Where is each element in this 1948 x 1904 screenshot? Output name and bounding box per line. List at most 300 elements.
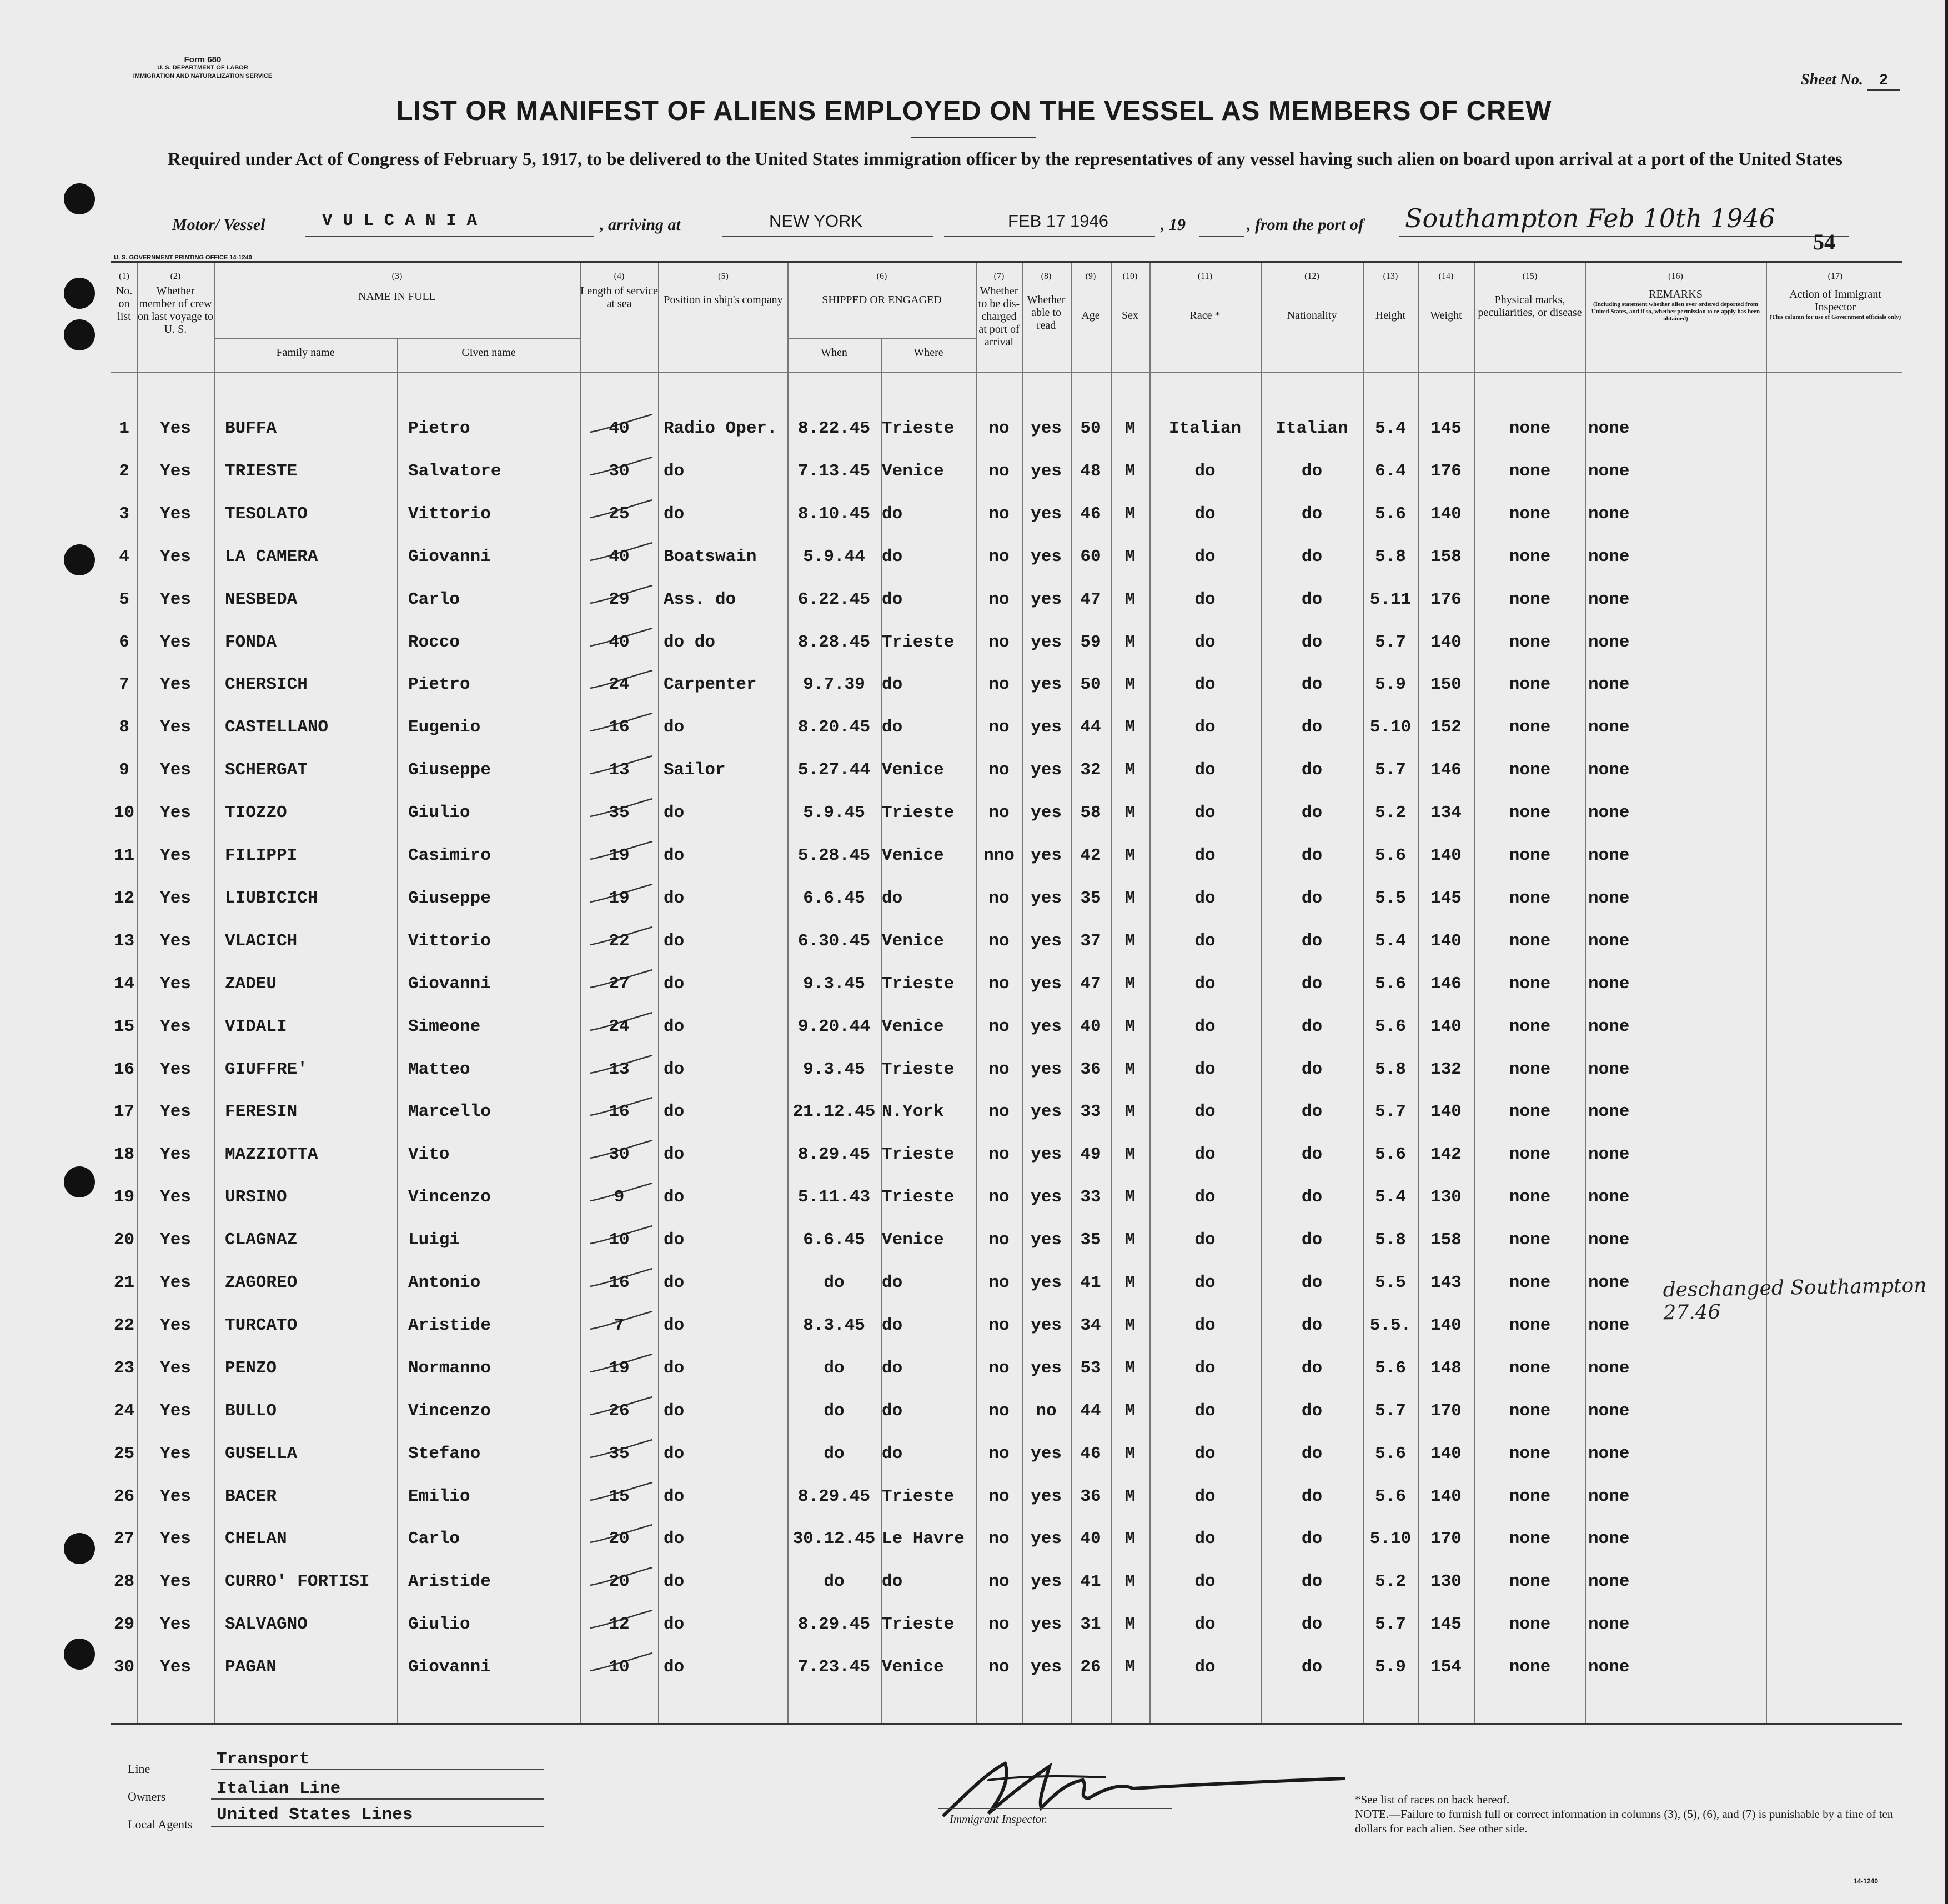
cell-nat: do: [1301, 888, 1323, 908]
cell-race: do: [1194, 803, 1216, 823]
cell-prev: Yes: [160, 1572, 191, 1592]
cell-height: 5.10: [1369, 1529, 1412, 1549]
cell-age: 40: [1080, 1529, 1101, 1549]
cell-given: Carlo: [408, 1529, 460, 1549]
cell-weight: 140: [1430, 1102, 1462, 1122]
cell-weight: 145: [1430, 1615, 1462, 1635]
cell-height: 5.8: [1375, 1230, 1406, 1250]
cell-given: Eugenio: [408, 718, 481, 738]
cell-family: GIUFFRE': [225, 1059, 308, 1079]
cell-no: 23: [113, 1358, 135, 1378]
cell-family: PAGAN: [225, 1657, 277, 1677]
cell-sex: M: [1124, 589, 1136, 609]
cell-sex: M: [1124, 760, 1136, 780]
cell-marks: none: [1509, 1102, 1551, 1122]
cell-marks: none: [1509, 675, 1551, 695]
table-row: [111, 1225, 1902, 1258]
cell-given: Vincenzo: [408, 1188, 491, 1207]
cell-disch: no: [988, 504, 1010, 524]
cell-nat: do: [1301, 974, 1323, 994]
cell-position: Boatswain: [664, 547, 757, 567]
cell-marks: none: [1509, 1315, 1551, 1335]
cell-when: do: [824, 1401, 845, 1421]
cell-position: do: [664, 1572, 685, 1592]
punch-hole: [64, 319, 95, 350]
cell-no: 4: [119, 547, 129, 567]
cell-weight: 146: [1430, 974, 1462, 994]
agents-label: Local Agents: [128, 1817, 193, 1831]
cell-where: Venice: [882, 1016, 944, 1036]
cell-prev: Yes: [160, 1273, 191, 1292]
cell-read: yes: [1031, 547, 1062, 567]
cell-height: 5.5: [1375, 1273, 1406, 1292]
page-subtitle: Required under Act of Congress of February 5, 1917, to be delivered to the United States immigration officer by the representatives of any vessel having such alien on board upon arrival at a port of the United States: [167, 149, 1843, 169]
cell-weight: 132: [1430, 1059, 1462, 1079]
cell-age: 31: [1080, 1615, 1101, 1635]
cell-prev: Yes: [160, 1358, 191, 1378]
cell-position: do: [664, 1273, 685, 1292]
cell-height: 5.11: [1369, 589, 1412, 609]
cell-family: VLACICH: [225, 931, 298, 951]
cell-prev: Yes: [160, 1230, 191, 1250]
cell-service: 19: [609, 846, 630, 865]
cell-nat: do: [1301, 1486, 1323, 1506]
cell-position: do: [664, 1444, 685, 1464]
cell-remarks: none: [1588, 1230, 1630, 1250]
cell-when: 6.6.45: [803, 1230, 865, 1250]
table-row: [111, 1652, 1902, 1685]
cell-marks: none: [1509, 1529, 1551, 1549]
cell-nat: do: [1301, 1273, 1323, 1292]
cell-prev: Yes: [160, 760, 191, 780]
cell-sex: M: [1124, 1358, 1136, 1378]
cell-position: Carpenter: [664, 675, 757, 695]
cell-given: Giovanni: [408, 547, 491, 567]
cell-position: do: [664, 1315, 685, 1335]
cell-position: do: [664, 1358, 685, 1378]
cell-remarks: none: [1588, 803, 1630, 823]
cell-race: do: [1194, 1145, 1216, 1165]
table-row: [111, 1310, 1902, 1344]
cell-no: 24: [113, 1401, 135, 1421]
cell-nat: do: [1301, 846, 1323, 865]
cell-when: 30.12.45: [792, 1529, 876, 1549]
cell-where: N.York: [882, 1102, 944, 1122]
col-header-nationality: (12) Nationality: [1287, 272, 1337, 322]
cell-when: 7.23.45: [797, 1657, 871, 1677]
cell-service: 16: [609, 1273, 630, 1292]
cell-position: do do: [664, 632, 716, 652]
cell-where: do: [882, 718, 903, 738]
cell-read: yes: [1031, 419, 1062, 438]
cell-prev: Yes: [160, 888, 191, 908]
cell-no: 28: [113, 1572, 135, 1592]
cell-race: do: [1194, 1444, 1216, 1464]
cell-given: Luigi: [408, 1230, 460, 1250]
cell-race: do: [1194, 1401, 1216, 1421]
cell-no: 25: [113, 1444, 135, 1464]
cell-disch: no: [988, 1102, 1010, 1122]
cell-disch: no: [988, 1016, 1010, 1036]
arriving-port: NEW YORK: [769, 211, 863, 231]
cell-where: do: [882, 1358, 903, 1378]
col-header-inspector: (17) Action of Immigrant Inspector (This column for use of Government officials only): [1769, 272, 1901, 320]
cell-nat: do: [1301, 1059, 1323, 1079]
cell-service: 30: [609, 461, 630, 481]
cell-height: 5.6: [1375, 1444, 1406, 1464]
cell-race: do: [1194, 1529, 1216, 1549]
cell-nat: do: [1301, 1615, 1323, 1635]
cell-read: yes: [1031, 1657, 1062, 1677]
cell-where: Trieste: [882, 1145, 955, 1165]
cell-disch: no: [988, 419, 1010, 438]
cell-family: LIUBICICH: [225, 888, 318, 908]
cell-age: 46: [1080, 1444, 1101, 1464]
cell-race: do: [1194, 632, 1216, 652]
cell-position: do: [664, 888, 685, 908]
cell-sex: M: [1124, 974, 1136, 994]
cell-given: Giovanni: [408, 974, 491, 994]
table-row: [111, 1096, 1902, 1130]
cell-read: yes: [1031, 504, 1062, 524]
cell-age: 41: [1080, 1273, 1101, 1292]
cell-height: 5.6: [1375, 1486, 1406, 1506]
cell-no: 27: [113, 1529, 135, 1549]
cell-prev: Yes: [160, 1102, 191, 1122]
cell-weight: 170: [1430, 1529, 1462, 1549]
table-row: [111, 712, 1902, 745]
cell-disch: no: [988, 1572, 1010, 1592]
cell-sex: M: [1124, 1401, 1136, 1421]
cell-height: 5.7: [1375, 1401, 1406, 1421]
cell-marks: none: [1509, 1145, 1551, 1165]
cell-service: 13: [609, 1059, 630, 1079]
cell-nat: do: [1301, 632, 1323, 652]
cell-no: 7: [119, 675, 129, 695]
cell-sex: M: [1124, 1529, 1136, 1549]
cell-race: do: [1194, 1273, 1216, 1292]
cell-disch: no: [988, 547, 1010, 567]
cell-weight: 130: [1430, 1188, 1462, 1207]
cell-sex: M: [1124, 547, 1136, 567]
cell-no: 3: [119, 504, 129, 524]
cell-sex: M: [1124, 1188, 1136, 1207]
cell-prev: Yes: [160, 632, 191, 652]
cell-remarks: none: [1588, 718, 1630, 738]
table-row: [111, 456, 1902, 489]
cell-when: do: [824, 1273, 845, 1292]
cell-family: TIOZZO: [225, 803, 287, 823]
cell-remarks: none: [1588, 1444, 1630, 1464]
cell-where: do: [882, 1401, 903, 1421]
col-header-weight: (14) Weight: [1430, 272, 1462, 322]
vessel-name: V U L C A N I A: [322, 211, 478, 231]
cell-prev: Yes: [160, 1188, 191, 1207]
cell-remarks: none: [1588, 974, 1630, 994]
cell-family: ZAGOREO: [225, 1273, 298, 1292]
cell-height: 5.10: [1369, 718, 1412, 738]
cell-height: 5.8: [1375, 1059, 1406, 1079]
cell-given: Simeone: [408, 1016, 481, 1036]
cell-remarks: none: [1588, 504, 1630, 524]
discharge-remark-handwritten: deschanged Southampton 27.46: [1663, 1274, 1927, 1325]
sheet-number-field: [1801, 71, 1900, 91]
cell-given: Matteo: [408, 1059, 470, 1079]
cell-marks: none: [1509, 931, 1551, 951]
cell-age: 35: [1080, 1230, 1101, 1250]
cell-position: do: [664, 1657, 685, 1677]
cell-service: 26: [609, 1401, 630, 1421]
cell-when: 5.9.45: [803, 803, 865, 823]
cell-weight: 150: [1430, 675, 1462, 695]
punch-hole: [64, 278, 95, 309]
cell-prev: Yes: [160, 974, 191, 994]
cell-height: 5.6: [1375, 1016, 1406, 1036]
cell-no: 1: [119, 419, 129, 438]
cell-prev: Yes: [160, 803, 191, 823]
form-identifier: [111, 56, 294, 81]
cell-weight: 176: [1430, 589, 1462, 609]
cell-service: 27: [609, 974, 630, 994]
cell-service: 7: [614, 1315, 625, 1335]
cell-prev: Yes: [160, 1145, 191, 1165]
cell-service: 19: [609, 1358, 630, 1378]
cell-given: Marcello: [408, 1102, 491, 1122]
cell-prev: Yes: [160, 547, 191, 567]
cell-weight: 140: [1430, 1486, 1462, 1506]
cell-service: 13: [609, 760, 630, 780]
cell-age: 26: [1080, 1657, 1101, 1677]
cell-no: 6: [119, 632, 129, 652]
cell-when: 9.7.39: [803, 675, 865, 695]
cell-prev: Yes: [160, 1486, 191, 1506]
col-header-where: Where: [913, 347, 943, 359]
cell-sex: M: [1124, 846, 1136, 865]
cell-weight: 154: [1430, 1657, 1462, 1677]
cell-prev: Yes: [160, 589, 191, 609]
table-row: [111, 883, 1902, 916]
cell-prev: Yes: [160, 718, 191, 738]
cell-marks: none: [1509, 760, 1551, 780]
cell-sex: M: [1124, 1230, 1136, 1250]
col-header-age: (9) Age: [1081, 272, 1100, 322]
cell-remarks: none: [1588, 931, 1630, 951]
cell-given: Vittorio: [408, 504, 491, 524]
cell-sex: M: [1124, 632, 1136, 652]
cell-family: TURCATO: [225, 1315, 298, 1335]
department: U. S. DEPARTMENT OF LABOR: [157, 64, 248, 71]
cell-read: yes: [1031, 1444, 1062, 1464]
cell-height: 5.7: [1375, 1615, 1406, 1635]
cell-weight: 140: [1430, 504, 1462, 524]
cell-family: SALVAGNO: [225, 1615, 308, 1635]
cell-age: 60: [1080, 547, 1101, 567]
table-row: [111, 1396, 1902, 1429]
cell-where: do: [882, 589, 903, 609]
cell-age: 49: [1080, 1145, 1101, 1165]
cell-service: 30: [609, 1145, 630, 1165]
cell-prev: Yes: [160, 1615, 191, 1635]
cell-weight: 142: [1430, 1145, 1462, 1165]
cell-marks: none: [1509, 1016, 1551, 1036]
col-header-physical-marks: (15) Physical marks, peculiarities, or disease: [1478, 272, 1582, 319]
cell-no: 11: [113, 846, 135, 865]
punch-hole: [64, 1533, 95, 1564]
cell-marks: none: [1509, 1615, 1551, 1635]
cell-race: do: [1194, 504, 1216, 524]
cell-race: do: [1194, 1358, 1216, 1378]
cell-weight: 140: [1430, 1016, 1462, 1036]
cell-family: URSINO: [225, 1188, 287, 1207]
cell-read: yes: [1031, 718, 1062, 738]
cell-service: 15: [609, 1486, 630, 1506]
from-port-handwritten: Southampton Feb 10th 1946: [1405, 203, 1775, 233]
table-row: [111, 669, 1902, 703]
cell-nat: do: [1301, 547, 1323, 567]
cell-service: 20: [609, 1572, 630, 1592]
table-row: [111, 499, 1902, 532]
cell-weight: 152: [1430, 718, 1462, 738]
cell-position: Sailor: [664, 760, 726, 780]
cell-marks: none: [1509, 1188, 1551, 1207]
cell-nat: do: [1301, 504, 1323, 524]
cell-no: 26: [113, 1486, 135, 1506]
cell-age: 50: [1080, 419, 1101, 438]
cell-no: 16: [113, 1059, 135, 1079]
cell-remarks: none: [1588, 1016, 1630, 1036]
cell-age: 50: [1080, 675, 1101, 695]
cell-no: 18: [113, 1145, 135, 1165]
cell-when: 6.6.45: [803, 888, 865, 908]
cell-family: FILIPPI: [225, 846, 298, 865]
printing-office: U. S. GOVERNMENT PRINTING OFFICE 14-1240: [114, 254, 252, 261]
cell-sex: M: [1124, 1444, 1136, 1464]
cell-age: 44: [1080, 1401, 1101, 1421]
cell-given: Giulio: [408, 803, 470, 823]
table-row: [111, 1353, 1902, 1386]
cell-read: yes: [1031, 675, 1062, 695]
cell-position: do: [664, 1145, 685, 1165]
cell-height: 5.8: [1375, 547, 1406, 567]
cell-given: Giovanni: [408, 1657, 491, 1677]
cell-read: yes: [1031, 1273, 1062, 1292]
cell-position: do: [664, 1486, 685, 1506]
col-header-shipped: (6) SHIPPED OR ENGAGED: [822, 272, 942, 306]
cell-read: yes: [1031, 846, 1062, 865]
cell-where: do: [882, 675, 903, 695]
cell-race: do: [1194, 888, 1216, 908]
cell-disch: no: [988, 718, 1010, 738]
cell-remarks: none: [1588, 1529, 1630, 1549]
inspector-signature: [922, 1750, 1355, 1822]
cell-weight: 170: [1430, 1401, 1462, 1421]
col-header-last-voyage: (2) Whether member of crew on last voyage to U. S.: [137, 272, 214, 335]
cell-family: MAZZIOTTA: [225, 1145, 318, 1165]
cell-where: Trieste: [882, 419, 955, 438]
cell-height: 5.7: [1375, 632, 1406, 652]
cell-prev: Yes: [160, 419, 191, 438]
cell-race: do: [1194, 1230, 1216, 1250]
cell-position: do: [664, 1102, 685, 1122]
cell-family: BUFFA: [225, 419, 277, 438]
cell-sex: M: [1124, 1273, 1136, 1292]
cell-when: 8.29.45: [797, 1145, 871, 1165]
cell-height: 5.6: [1375, 846, 1406, 865]
cell-height: 6.4: [1375, 461, 1406, 481]
cell-nat: do: [1301, 760, 1323, 780]
cell-where: Venice: [882, 931, 944, 951]
cell-where: do: [882, 547, 903, 567]
cell-weight: 140: [1430, 931, 1462, 951]
punch-hole: [64, 183, 95, 214]
cell-nat: do: [1301, 1315, 1323, 1335]
cell-when: 21.12.45: [792, 1102, 876, 1122]
arriving-label: , arriving at: [600, 216, 681, 234]
cell-weight: 140: [1430, 846, 1462, 865]
cell-disch: no: [988, 1230, 1010, 1250]
cell-when: 6.22.45: [797, 589, 871, 609]
cell-service: 40: [609, 419, 630, 438]
table-row: [111, 1524, 1902, 1557]
cell-race: do: [1194, 1102, 1216, 1122]
cell-service: 40: [609, 632, 630, 652]
cell-where: Venice: [882, 461, 944, 481]
cell-service: 29: [609, 589, 630, 609]
cell-nat: do: [1301, 1401, 1323, 1421]
cell-remarks: none: [1588, 675, 1630, 695]
cell-weight: 146: [1430, 760, 1462, 780]
cell-service: 22: [609, 931, 630, 951]
cell-prev: Yes: [160, 1529, 191, 1549]
cell-race: do: [1194, 931, 1216, 951]
cell-where: Trieste: [882, 632, 955, 652]
cell-given: Vittorio: [408, 931, 491, 951]
cell-remarks: none: [1588, 888, 1630, 908]
cell-no: 15: [113, 1016, 135, 1036]
cell-weight: 145: [1430, 419, 1462, 438]
cell-marks: none: [1509, 1230, 1551, 1250]
cell-weight: 140: [1430, 1315, 1462, 1335]
punch-hole: [64, 544, 95, 575]
cell-marks: none: [1509, 1401, 1551, 1421]
table-row: [111, 1481, 1902, 1515]
page-title: LIST OR MANIFEST OF ALIENS EMPLOYED ON THE VESSEL AS MEMBERS OF CREW: [396, 96, 1552, 126]
cell-read: yes: [1031, 803, 1062, 823]
cell-race: do: [1194, 461, 1216, 481]
cell-disch: no: [988, 632, 1010, 652]
cell-race: do: [1194, 1615, 1216, 1635]
cell-remarks: none: [1588, 419, 1630, 438]
cell-marks: none: [1509, 974, 1551, 994]
cell-where: Venice: [882, 1657, 944, 1677]
cell-race: do: [1194, 1315, 1216, 1335]
cell-disch: no: [988, 1273, 1010, 1292]
cell-when: 5.28.45: [797, 846, 871, 865]
cell-nat: do: [1301, 1230, 1323, 1250]
cell-service: 16: [609, 1102, 630, 1122]
cell-no: 22: [113, 1315, 135, 1335]
cell-when: 8.10.45: [797, 504, 871, 524]
col-header-race: (11) Race *: [1189, 272, 1221, 322]
cell-sex: M: [1124, 1657, 1136, 1677]
cell-when: 8.3.45: [803, 1315, 865, 1335]
cell-remarks: none: [1588, 1188, 1630, 1207]
cell-position: do: [664, 504, 685, 524]
table-row: [111, 1139, 1902, 1173]
table-row: [111, 1182, 1902, 1215]
cell-no: 21: [113, 1273, 135, 1292]
cell-given: Salvatore: [408, 461, 501, 481]
